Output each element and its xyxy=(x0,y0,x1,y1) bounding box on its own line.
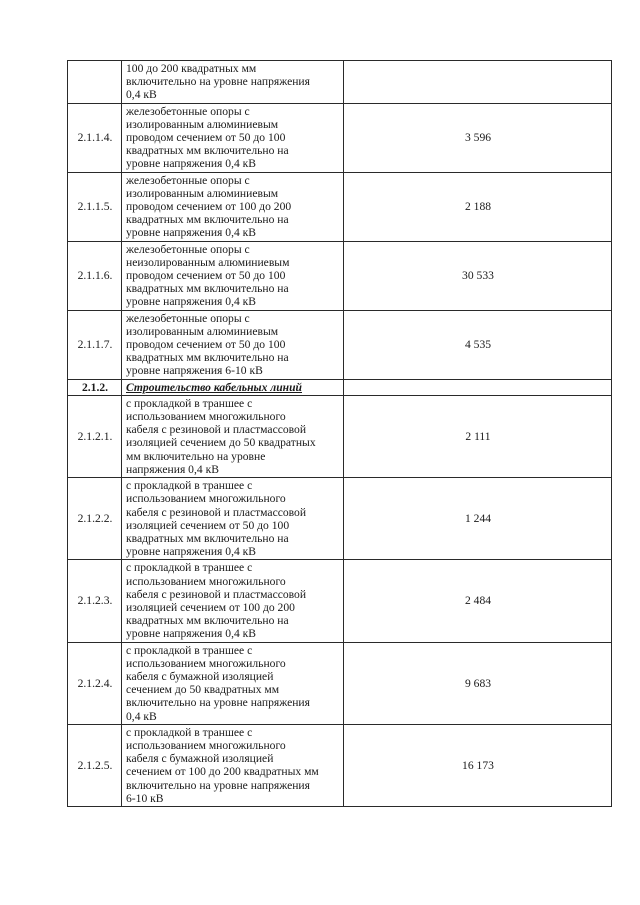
row-value: 30 533 xyxy=(344,241,612,310)
table-row xyxy=(68,724,612,806)
row-description: с прокладкой в траншее с использованием многожильного кабеля с резиновой и пластмассовой изоляцией сечением от 50 до 100 квадратных мм включительно на уровне напряжения 0,4 кВ xyxy=(122,478,344,560)
row-description: с прокладкой в траншее с использованием многожильного кабеля с резиновой и пластмассовой изоляцией сечением до 50 квадратных мм включительно на уровне напряжения 0,4 кВ xyxy=(122,395,344,477)
row-value: 2 188 xyxy=(344,172,612,241)
row-description: с прокладкой в траншее с использованием многожильного кабеля с бумажной изоляцией сечением от 100 до 200 квадратных мм включительно на уровне напряжения 6-10 кВ xyxy=(122,724,344,806)
row-description: 100 до 200 квадратных мм включительно на уровне напряжения 0,4 кВ xyxy=(122,61,344,104)
row-value: 2 111 xyxy=(344,395,612,477)
row-number: 2.1.2.3. xyxy=(68,560,122,642)
row-number: 2.1.1.5. xyxy=(68,172,122,241)
tariff-table xyxy=(67,60,612,807)
table-row xyxy=(68,560,612,642)
row-number: 2.1.2.4. xyxy=(68,642,122,724)
table-row xyxy=(68,61,612,104)
row-number xyxy=(68,61,122,104)
section-row xyxy=(68,379,612,395)
table-row xyxy=(68,103,612,172)
table-row xyxy=(68,642,612,724)
table-row xyxy=(68,310,612,379)
row-description: железобетонные опоры с неизолированным алюминиевым проводом сечением от 50 до 100 квадратных мм включительно на уровне напряжения 0,4 кВ xyxy=(122,241,344,310)
section-title: Строительство кабельных линий xyxy=(126,380,302,394)
section-value xyxy=(344,379,612,395)
row-number: 2.1.1.6. xyxy=(68,241,122,310)
row-number: 2.1.1.4. xyxy=(68,103,122,172)
row-description: железобетонные опоры с изолированным алюминиевым проводом сечением от 50 до 100 квадратных мм включительно на уровне напряжения 6-10 кВ xyxy=(122,310,344,379)
row-description: с прокладкой в траншее с использованием многожильного кабеля с бумажной изоляцией сечением до 50 квадратных мм включительно на уровне напряжения 0,4 кВ xyxy=(122,642,344,724)
table-row xyxy=(68,172,612,241)
row-value: 2 484 xyxy=(344,560,612,642)
table-row xyxy=(68,395,612,477)
row-value: 9 683 xyxy=(344,642,612,724)
row-value: 1 244 xyxy=(344,478,612,560)
section-title-cell xyxy=(122,379,344,395)
section-number: 2.1.2. xyxy=(68,379,122,395)
row-description: с прокладкой в траншее с использованием многожильного кабеля с резиновой и пластмассовой изоляцией сечением от 100 до 200 квадратных мм включительно на уровне напряжения 0,4 кВ xyxy=(122,560,344,642)
table-row xyxy=(68,241,612,310)
row-value: 16 173 xyxy=(344,724,612,806)
row-number: 2.1.2.2. xyxy=(68,478,122,560)
table-row xyxy=(68,478,612,560)
row-description: железобетонные опоры с изолированным алюминиевым проводом сечением от 50 до 100 квадратных мм включительно на уровне напряжения 0,4 кВ xyxy=(122,103,344,172)
row-number: 2.1.2.5. xyxy=(68,724,122,806)
row-number: 2.1.2.1. xyxy=(68,395,122,477)
row-value: 3 596 xyxy=(344,103,612,172)
row-value: 4 535 xyxy=(344,310,612,379)
row-value xyxy=(344,61,612,104)
row-number: 2.1.1.7. xyxy=(68,310,122,379)
row-description: железобетонные опоры с изолированным алюминиевым проводом сечением от 100 до 200 квадратных мм включительно на уровне напряжения 0,4 кВ xyxy=(122,172,344,241)
